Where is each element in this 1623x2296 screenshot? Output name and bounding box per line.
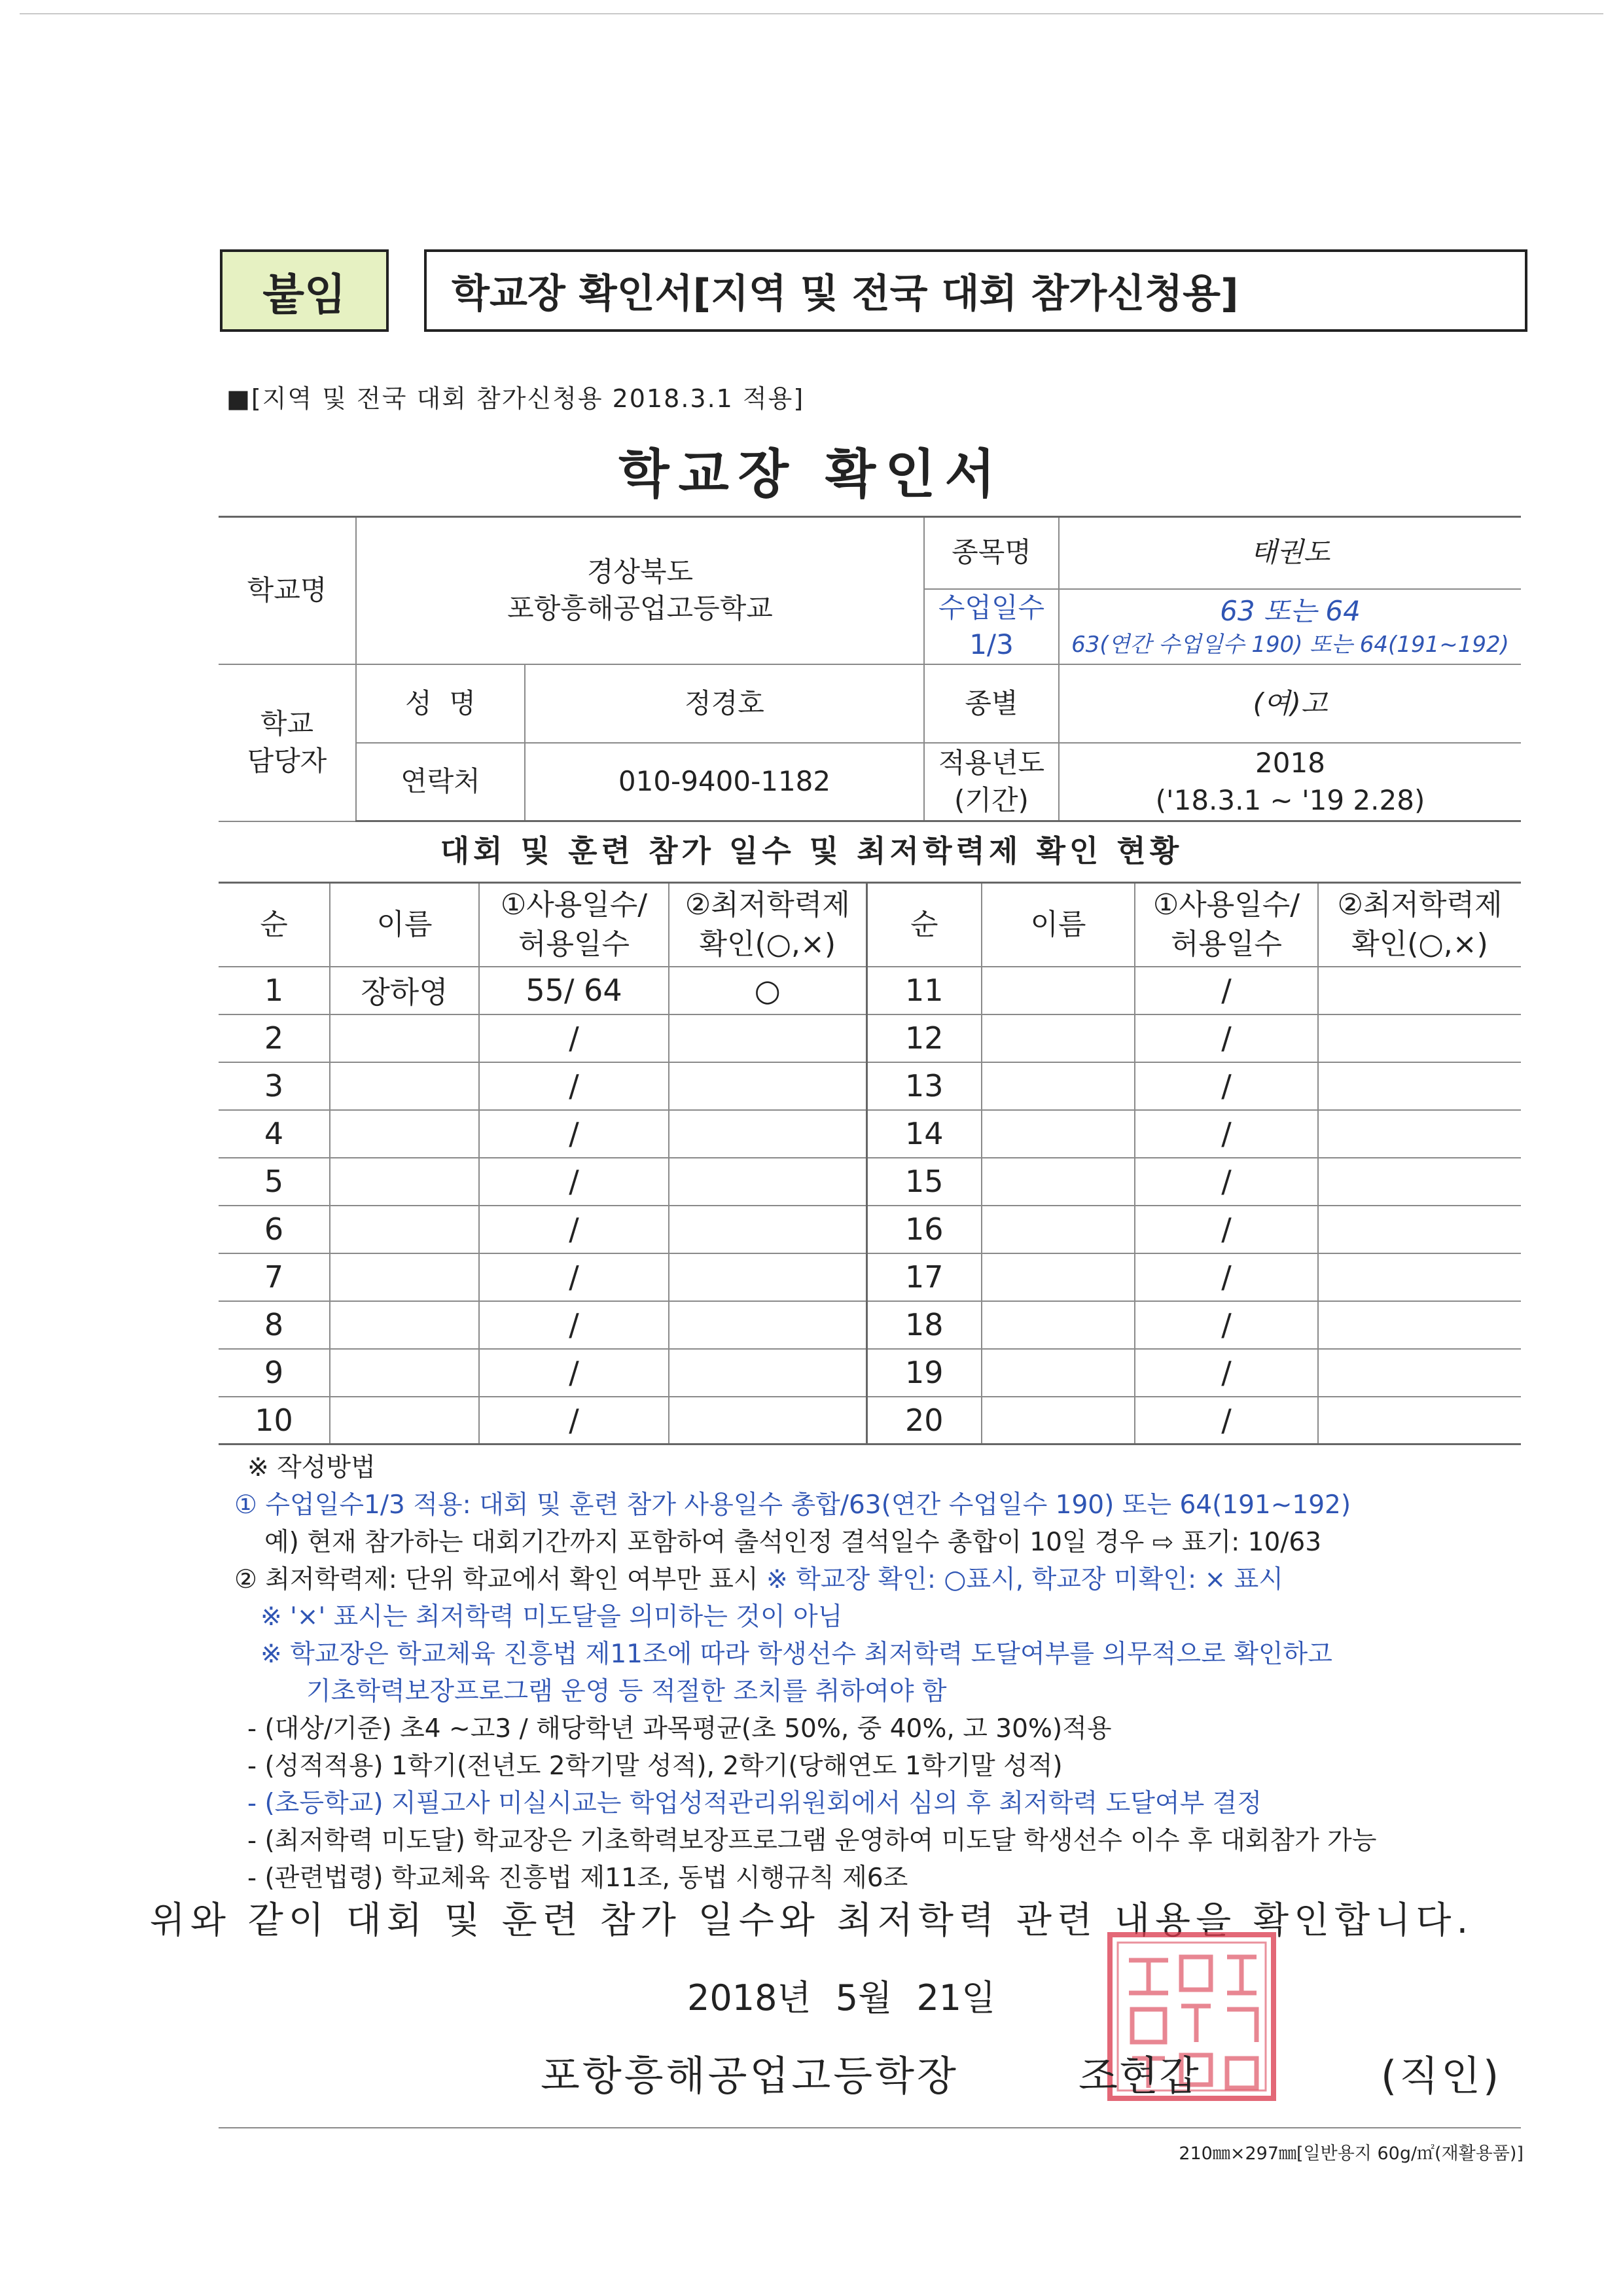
row-no: 9 <box>219 1349 330 1397</box>
row-days: / <box>479 1110 669 1158</box>
row-name <box>982 1349 1135 1397</box>
year-label: 적용년도 (기간) <box>924 743 1059 821</box>
row-name: 장하영 <box>330 967 479 1014</box>
row-no: 10 <box>219 1397 330 1444</box>
detail-5: - (관련법령) 학교체육 진흥법 제11조, 동법 시행규칙 제6조 <box>247 1863 908 1893</box>
row-no: 4 <box>219 1110 330 1158</box>
row-check <box>1318 1206 1521 1253</box>
principal-name: 조현갑 <box>1079 2052 1200 2100</box>
row-name <box>330 1158 479 1206</box>
note-3: ※ '×' 표시는 최저학력 미도달을 의미하는 것이 아님 <box>260 1602 843 1632</box>
paper-spec: 210㎜×297㎜[일반용지 60g/㎡(재활용품)] <box>1179 2144 1524 2164</box>
row-days: / <box>1135 1253 1318 1301</box>
row-name <box>982 1253 1135 1301</box>
row-days: / <box>1135 1158 1318 1206</box>
table-row <box>219 1397 1521 1444</box>
table-row <box>219 1158 1521 1206</box>
row-days: / <box>479 1349 669 1397</box>
confirmation-statement: 위와 같이 대회 및 훈련 참가 일수와 최저학력 관련 내용을 확인합니다. <box>149 1899 1474 1942</box>
row-no: 11 <box>866 967 982 1014</box>
row-name <box>330 1062 479 1110</box>
col-days: ①사용일수/ 허용일수 <box>1135 883 1318 967</box>
row-days: / <box>1135 1397 1318 1444</box>
row-check <box>1318 1014 1521 1062</box>
row-check <box>1318 967 1521 1014</box>
col-name: 이름 <box>982 883 1135 967</box>
row-name <box>982 1206 1135 1253</box>
row-check <box>669 1014 866 1062</box>
detail-2: - (성적적용) 1학기(전년도 2학기말 성적), 2학기(당해연도 1학기말 성적) <box>247 1751 1063 1781</box>
row-name <box>982 1014 1135 1062</box>
name-value: 정경호 <box>525 664 924 743</box>
row-days: / <box>479 1397 669 1444</box>
table-header-row <box>219 883 1521 967</box>
row-name <box>330 1110 479 1158</box>
note-1-example: 예) 현재 참가하는 대회기간까지 포함하여 출석인정 결석일수 총합이 10일 경우 ⇨ 표기: 10/63 <box>264 1528 1322 1557</box>
col-no: 순 <box>866 883 982 967</box>
contact-label: 연락처 <box>356 743 525 821</box>
note-2: ② 최저학력제: 단위 학교에서 확인 여부만 표시 ※ 학교장 확인: ○표시, 학교장 미확인: × 표시 <box>234 1565 1283 1594</box>
col-no: 순 <box>219 883 330 967</box>
row-check <box>669 1110 866 1158</box>
form-title-box <box>424 249 1527 332</box>
row-name <box>330 1301 479 1349</box>
row-days: / <box>479 1206 669 1253</box>
class-days-label: 수업일수 1/3 <box>924 589 1059 664</box>
row-no: 7 <box>219 1253 330 1301</box>
row-check <box>1318 1301 1521 1349</box>
row-no: 17 <box>866 1253 982 1301</box>
row-name <box>330 1253 479 1301</box>
row-no: 2 <box>219 1014 330 1062</box>
table-row <box>219 1349 1521 1397</box>
row-check <box>669 1158 866 1206</box>
table-row <box>219 1014 1521 1062</box>
col-check: ②최저학력제 확인(○,×) <box>669 883 866 967</box>
row-name <box>330 1014 479 1062</box>
row-no: 16 <box>866 1206 982 1253</box>
table-row <box>219 967 1521 1014</box>
table-row <box>219 1301 1521 1349</box>
school-name-value: 경상북도 포항흥해공업고등학교 <box>356 517 924 664</box>
form-application-note: ■[지역 및 전국 대회 참가신청용 2018.3.1 적용] <box>226 384 805 413</box>
issue-date: 2018년 5월 21일 <box>687 1977 996 2018</box>
school-principal-title: 포항흥해공업고등학장 <box>541 2052 959 2100</box>
row-days: / <box>1135 1349 1318 1397</box>
instructions-heading: ※ 작성방법 <box>247 1453 376 1482</box>
row-name <box>982 967 1135 1014</box>
row-days: / <box>1135 1206 1318 1253</box>
category-value: (여)고 <box>1059 664 1521 743</box>
footer-divider <box>219 2127 1521 2128</box>
document-title: 학교장 확인서 <box>618 444 1005 505</box>
table-row <box>219 1206 1521 1253</box>
scan-top-edge <box>20 13 1603 14</box>
col-name: 이름 <box>330 883 479 967</box>
row-no: 8 <box>219 1301 330 1349</box>
sport-label: 종목명 <box>924 517 1059 589</box>
row-name <box>982 1301 1135 1349</box>
row-check <box>669 1062 866 1110</box>
row-no: 1 <box>219 967 330 1014</box>
note-4: ※ 학교장은 학교체육 진흥법 제11조에 따라 학생선수 최저학력 도달여부를 의무적으로 확인하고 <box>260 1640 1332 1669</box>
row-check <box>1318 1062 1521 1110</box>
row-name <box>330 1206 479 1253</box>
row-days: / <box>1135 1062 1318 1110</box>
note-4-cont: 기초학력보장프로그램 운영 등 적절한 조치를 취하여야 함 <box>306 1677 947 1706</box>
detail-3: - (초등학교) 지필고사 미실시교는 학업성적관리위원회에서 심의 후 최저학력 도달여부 결정 <box>247 1789 1262 1818</box>
row-days: / <box>479 1253 669 1301</box>
row-no: 13 <box>866 1062 982 1110</box>
school-name-label: 학교명 <box>219 517 356 664</box>
row-name <box>982 1110 1135 1158</box>
contact-value: 010-9400-1182 <box>525 743 924 821</box>
table-row <box>219 1253 1521 1301</box>
row-days: / <box>1135 1014 1318 1062</box>
instructions <box>234 1449 1543 1897</box>
row-days: / <box>1135 1301 1318 1349</box>
class-days-value: 63 또는 64 63(연간 수업일수 190) 또는 64(191~192) <box>1059 589 1521 664</box>
detail-4: - (최저학력 미도달) 학교장은 기초학력보장프로그램 운영하여 미도달 학생선수 이수 후 대회참가 가능 <box>247 1826 1377 1856</box>
row-name <box>330 1397 479 1444</box>
row-check <box>1318 1397 1521 1444</box>
row-no: 20 <box>866 1397 982 1444</box>
row-no: 14 <box>866 1110 982 1158</box>
row-no: 3 <box>219 1062 330 1110</box>
row-days: / <box>479 1014 669 1062</box>
attachment-badge: 붙임 <box>220 249 389 332</box>
staff-label: 학교 담당자 <box>219 664 356 821</box>
row-check <box>669 1301 866 1349</box>
form-title: 학교장 확인서[지역 및 전국 대회 참가신청용] <box>452 271 1239 317</box>
row-check <box>669 1206 866 1253</box>
row-no: 6 <box>219 1206 330 1253</box>
row-days: 55/ 64 <box>479 967 669 1014</box>
col-days: ①사용일수/ 허용일수 <box>479 883 669 967</box>
note-1: ① 수업일수1/3 적용: 대회 및 훈련 참가 사용일수 총합/63(연간 수업일수 190) 또는 64(191~192) <box>234 1490 1351 1520</box>
detail-1: - (대상/기준) 초4 ~고3 / 해당학년 과목평균(초 50%, 중 40%, 고 30%)적용 <box>247 1714 1112 1744</box>
row-check: ○ <box>669 967 866 1014</box>
row-no: 15 <box>866 1158 982 1206</box>
category-label: 종별 <box>924 664 1059 743</box>
table-row <box>219 1110 1521 1158</box>
row-days: / <box>1135 967 1318 1014</box>
row-check <box>1318 1349 1521 1397</box>
status-title: 대회 및 훈련 참가 일수 및 최저학력제 확인 현황 <box>440 833 1183 869</box>
row-days: / <box>479 1158 669 1206</box>
row-check <box>1318 1110 1521 1158</box>
row-name <box>330 1349 479 1397</box>
stamp-label: (직인) <box>1381 2052 1502 2100</box>
row-days: / <box>479 1062 669 1110</box>
row-no: 5 <box>219 1158 330 1206</box>
row-check <box>1318 1158 1521 1206</box>
participation-table <box>219 882 1521 1445</box>
school-info-table <box>219 516 1521 822</box>
row-name <box>982 1062 1135 1110</box>
row-no: 19 <box>866 1349 982 1397</box>
row-no: 18 <box>866 1301 982 1349</box>
row-days: / <box>479 1301 669 1349</box>
row-days: / <box>1135 1110 1318 1158</box>
row-no: 12 <box>866 1014 982 1062</box>
col-check: ②최저학력제 확인(○,×) <box>1318 883 1521 967</box>
table-row <box>219 1062 1521 1110</box>
row-check <box>669 1349 866 1397</box>
row-name <box>982 1397 1135 1444</box>
name-label: 성 명 <box>356 664 525 743</box>
sport-value: 태권도 <box>1059 517 1521 589</box>
year-value: 2018 ('18.3.1 ~ '19 2.28) <box>1059 743 1521 821</box>
row-check <box>669 1397 866 1444</box>
row-check <box>669 1253 866 1301</box>
row-name <box>982 1158 1135 1206</box>
row-check <box>1318 1253 1521 1301</box>
